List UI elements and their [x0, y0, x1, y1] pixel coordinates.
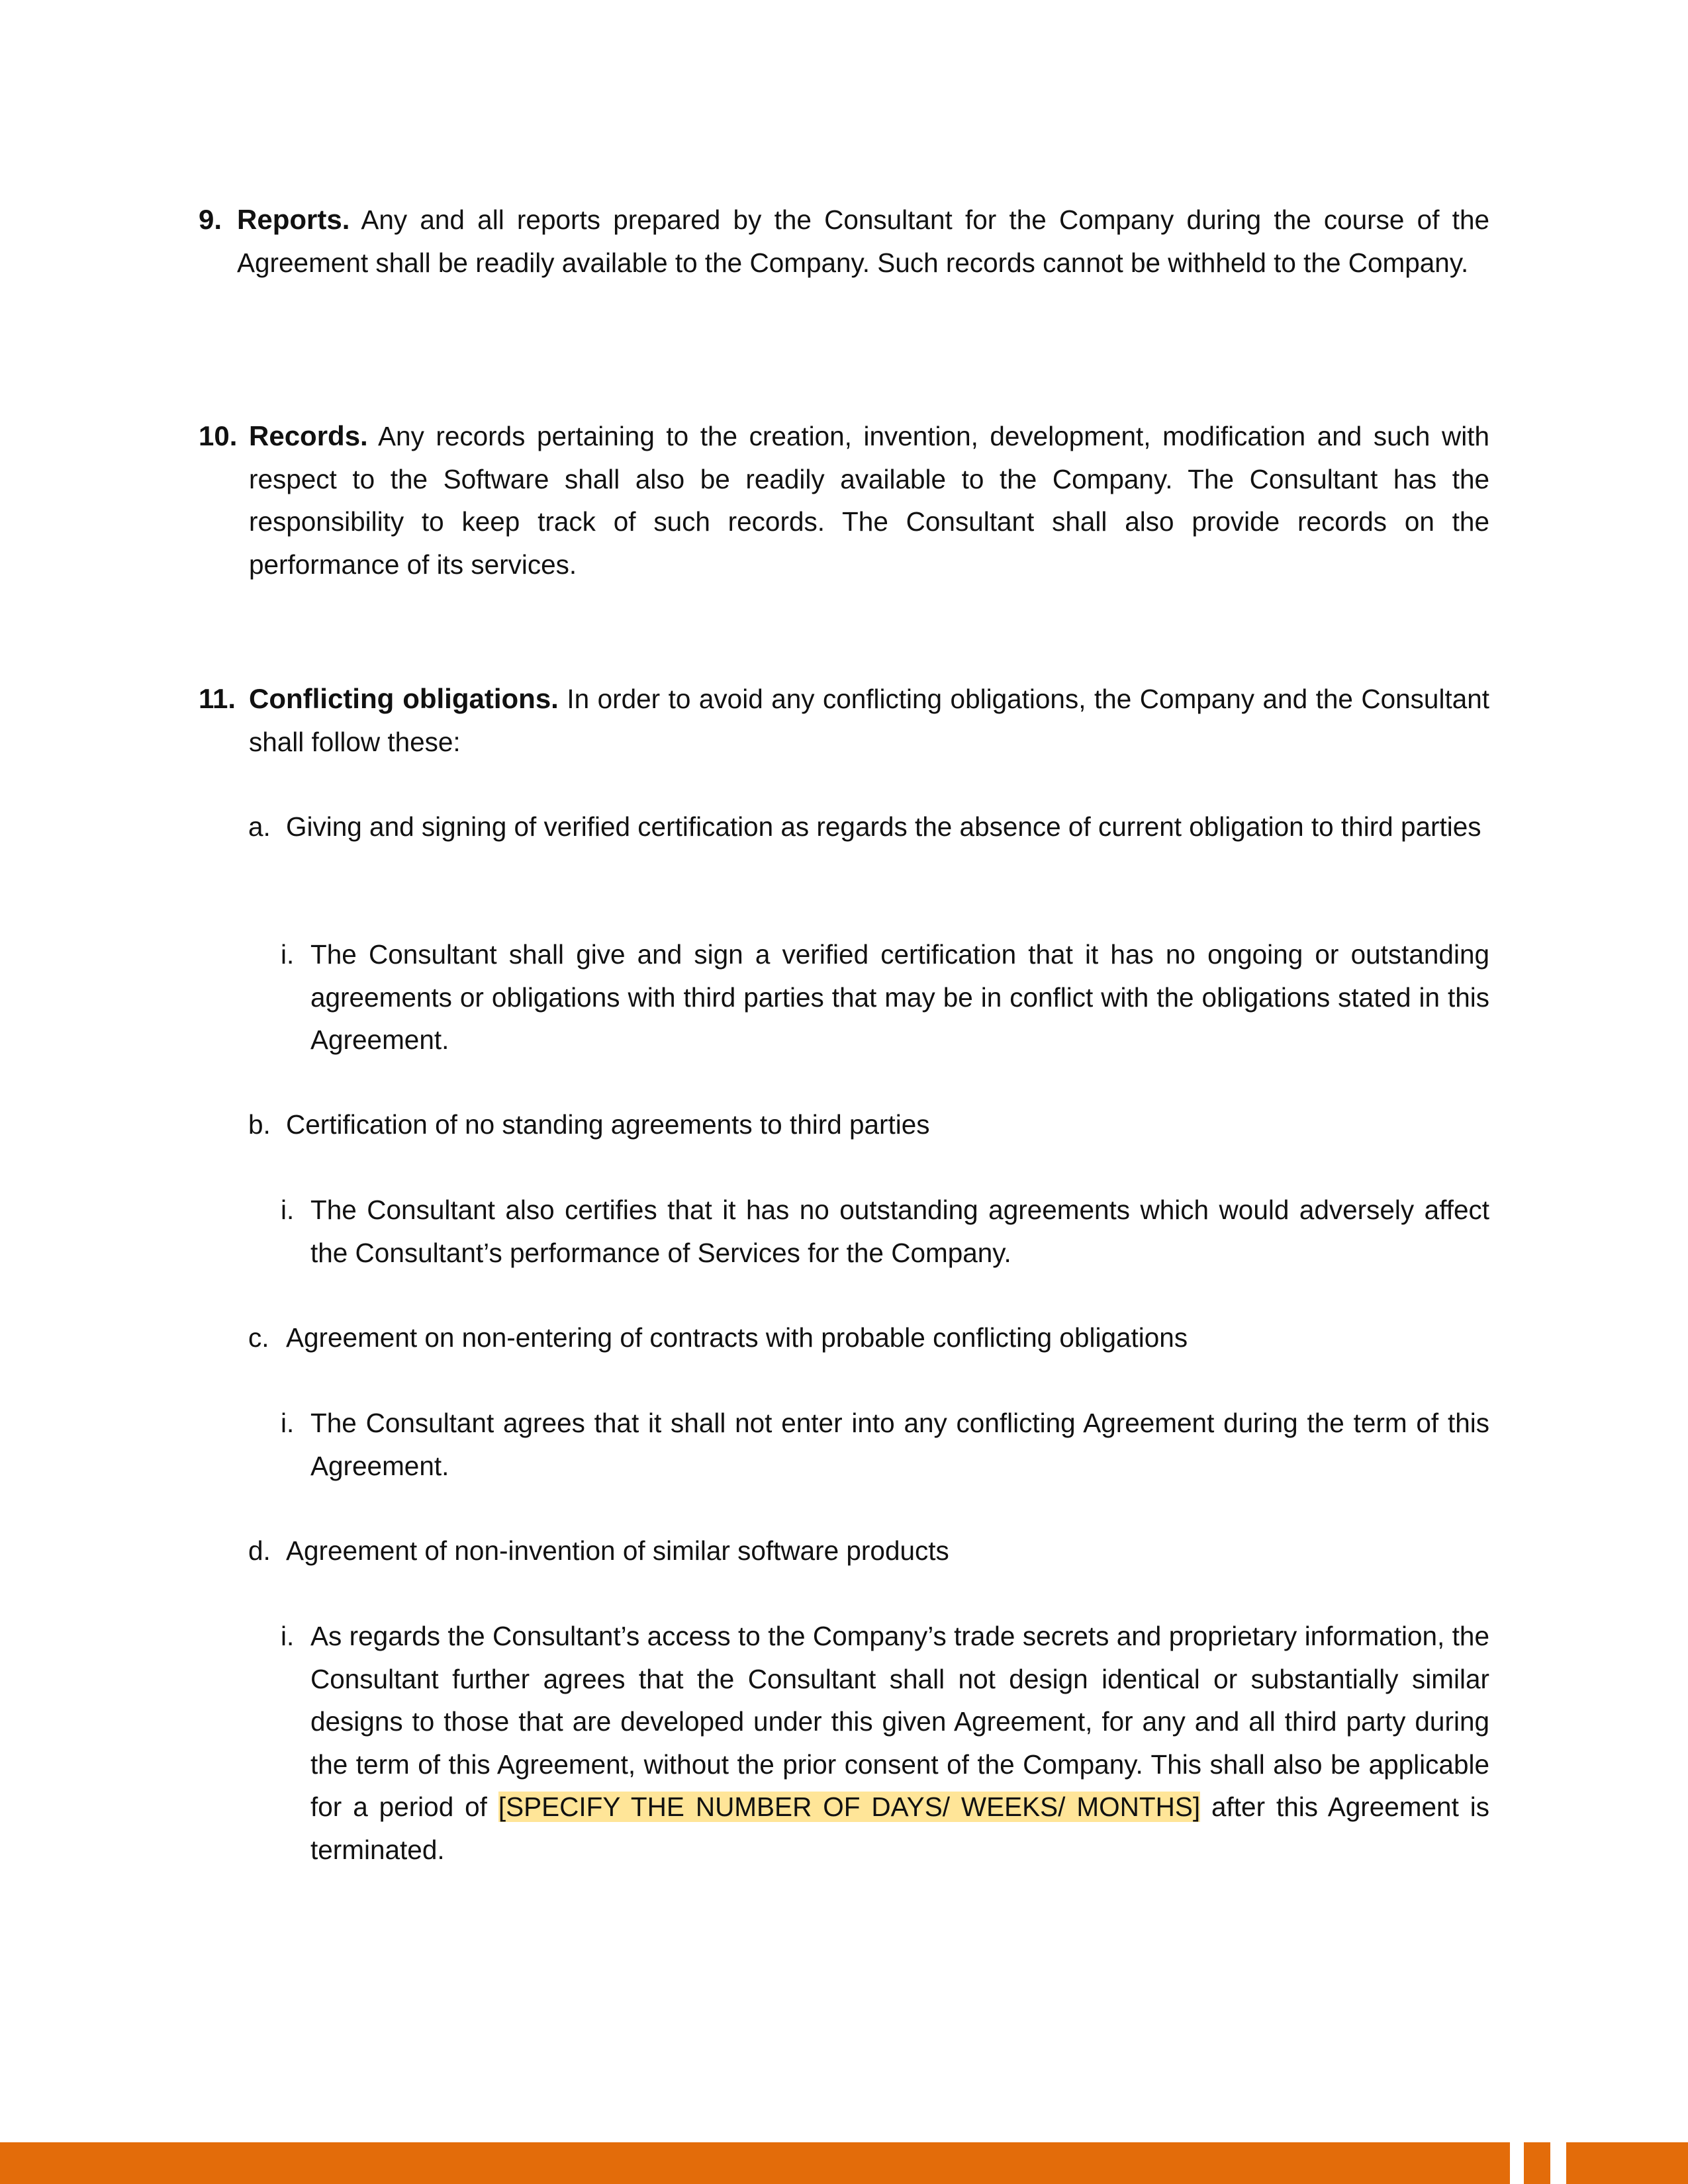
section-heading: Conflicting obligations.	[249, 683, 559, 714]
sub-item-text: The Consultant also certifies that it has no outstanding agreements which would adversely affect the Consultant’s performance of Services for the Company.	[310, 1195, 1489, 1268]
sub-item-text: The Consultant agrees that it shall not enter into any conflicting Agreement during the term of this Agreement.	[310, 1408, 1489, 1481]
section-number: 10.	[199, 420, 238, 451]
footer-bar-small	[1524, 2142, 1550, 2184]
sub-item-text: As regards the Consultant’s access to the Company’s trade secrets and proprietary information, the Consultant further agrees that the Consultant shall not design identical or substantially similar designs to those that are developed under this given Agreement, for any and all third party during the term of this Agreement, without the prior consent of the Company. This shall also be applicable for a period of	[310, 1621, 1489, 1822]
list-item-label: d.	[248, 1535, 271, 1566]
list-item-text: Agreement of non-invention of similar software products	[286, 1535, 949, 1566]
section-number: 9.	[199, 204, 222, 235]
list-item-a	[248, 805, 1489, 848]
list-item-label: b.	[248, 1109, 271, 1140]
section-text: Any records pertaining to the creation, invention, development, modification and such with respect to the Software shall also be readily available to the Company. The Consultant has the responsibility to keep track of such records. The Consultant shall also provide records on the performance of its services.	[249, 421, 1489, 580]
list-item-label: a.	[248, 811, 271, 842]
sub-item-label: i.	[281, 1408, 295, 1438]
sub-item-text-end: after this Agreement is terminated.	[310, 1792, 1489, 1865]
sub-item-d-i	[281, 1615, 1489, 1871]
sub-item-c-i	[281, 1402, 1489, 1487]
sub-item-label: i.	[281, 1621, 295, 1651]
list-item-d	[248, 1529, 1489, 1572]
section-10	[199, 415, 1489, 586]
placeholder-highlight: [SPECIFY THE NUMBER OF DAYS/ WEEKS/ MONTHS]	[498, 1792, 1201, 1822]
sub-item-a-i	[281, 933, 1489, 1062]
list-item-label: c.	[248, 1322, 269, 1353]
section-heading: Records.	[249, 420, 368, 451]
list-item-c	[248, 1316, 1489, 1359]
section-text: In order to avoid any conflicting obligations, the Company and the Consultant shall follow these:	[249, 684, 1489, 757]
footer-bar-right	[1566, 2142, 1688, 2184]
sub-item-b-i	[281, 1189, 1489, 1274]
section-9	[199, 199, 1489, 284]
list-item-b	[248, 1103, 1489, 1146]
sub-item-text: The Consultant shall give and sign a verified certification that it has no ongoing or outstanding agreements or obligations with third parties that may be in conflict with the obligations stated in this Agreement.	[310, 939, 1489, 1055]
section-text: Any and all reports prepared by the Consultant for the Company during the course of the Agreement shall be readily available to the Company. Such records cannot be withheld to the Company.	[237, 205, 1489, 278]
list-item-text: Agreement on non-entering of contracts with probable conflicting obligations	[286, 1322, 1188, 1353]
section-number: 11.	[199, 683, 236, 714]
sub-item-label: i.	[281, 939, 295, 970]
footer-bar-main	[0, 2142, 1510, 2184]
section-11	[199, 678, 1489, 763]
sub-item-label: i.	[281, 1195, 295, 1225]
list-item-text: Certification of no standing agreements to third parties	[286, 1109, 930, 1140]
footer-band	[0, 2142, 1688, 2184]
list-item-text: Giving and signing of verified certification as regards the absence of current obligation to third parties	[286, 811, 1481, 842]
section-heading: Reports.	[237, 204, 350, 235]
